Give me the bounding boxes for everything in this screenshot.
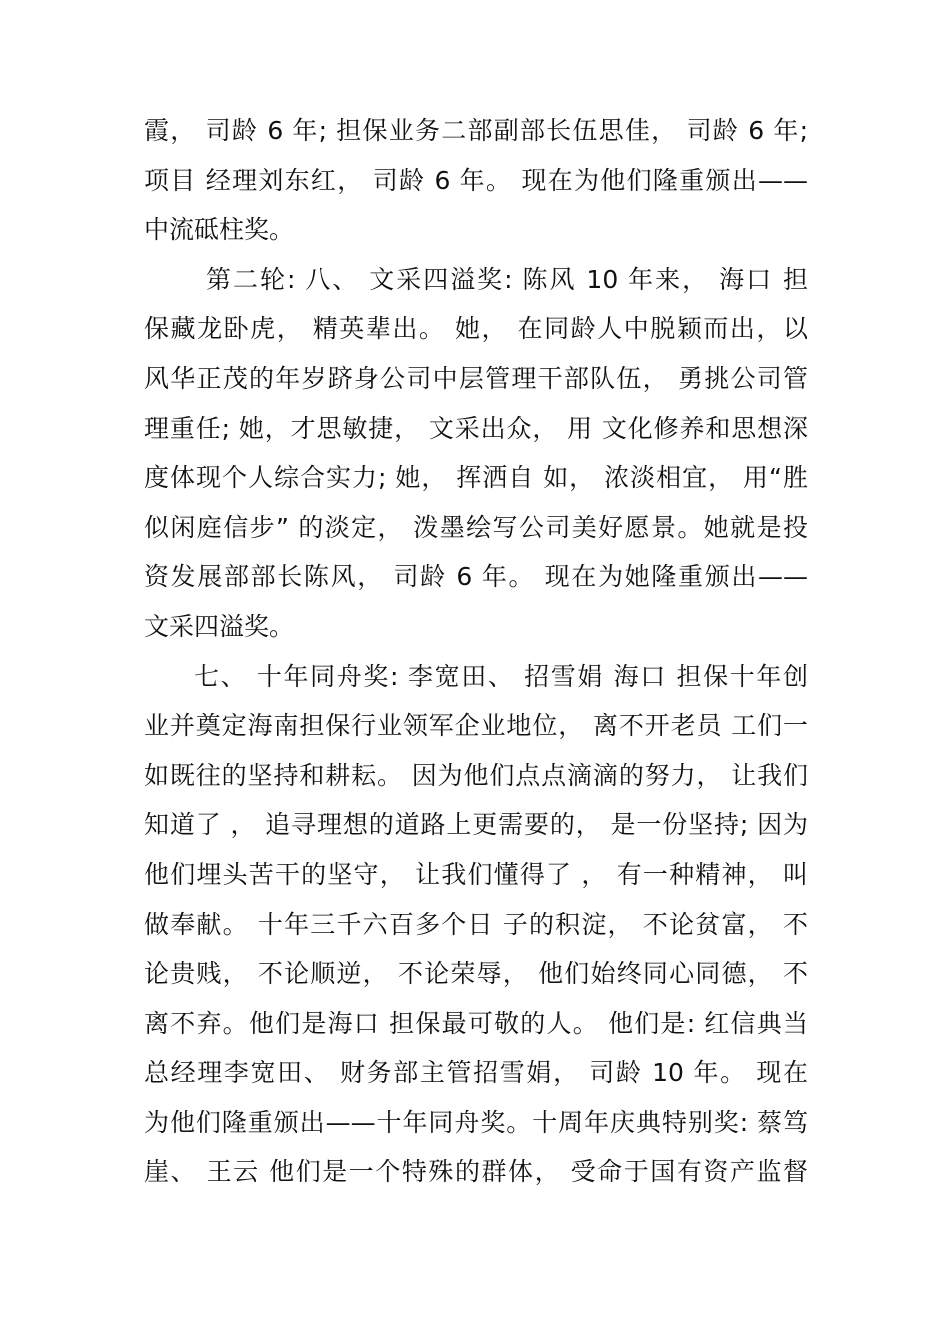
text-line: 文采四溢奖。 [144,611,295,641]
text-line: 离不弃。他们是海口 担保最可敬的人。 他们是: 红信典当 [144,1008,808,1038]
paragraph-start-line: 第二轮: 八、 文采四溢奖: 陈风 10 年来， 海口 担 [206,264,808,294]
text-line: 论贵贱， 不论顺逆， 不论荣辱， 他们始终同心同德， 不 [144,959,808,989]
paragraph-start-line: 七、 十年同舟奖: 李宽田、 招雪娟 海口 担保十年创 [194,661,808,691]
text-line: 似闲庭信步” 的淡定， 泼墨绘写公司美好愿景。她就是投 [144,512,808,542]
text-line: 霞， 司龄 6 年; 担保业务二部副部长伍思佳， 司龄 6 年; [144,116,808,145]
text-line: 总经理李宽田、 财务部主管招雪娟， 司龄 10 年。 现在 [144,1058,808,1088]
text-line: 风华正茂的年岁跻身公司中层管理干部队伍， 勇挑公司管 [144,363,808,393]
text-line: 项目 经理刘东红， 司龄 6 年。 现在为他们隆重颁出—— [144,165,808,195]
text-line: 中流砥柱奖。 [144,215,295,245]
text-line: 保藏龙卧虎， 精英辈出。 她， 在同龄人中脱颖而出，以 [144,314,808,344]
text-line: 知道了 ， 追寻理想的道路上更需要的， 是一份坚持; 因为 [144,810,808,840]
text-line: 度体现个人综合实力; 她， 挥洒自 如， 浓淡相宜， 用“胜 [144,463,808,493]
text-line: 做奉献。 十年三千六百多个日 子的积淀， 不论贫富， 不 [144,909,808,939]
text-line: 为他们隆重颁出——十年同舟奖。十周年庆典特别奖: 蔡笃 [144,1107,808,1137]
text-line: 他们埋头苦干的坚守， 让我们懂得了 ， 有一种精神， 叫 [144,859,808,889]
text-line: 崖、 王云 他们是一个特殊的群体， 受命于国有资产监督 [144,1157,808,1187]
text-line: 资发展部部长陈风， 司龄 6 年。 现在为她隆重颁出—— [144,562,808,592]
text-line: 业并奠定海南担保行业领军企业地位， 离不开老员 工们一 [144,711,808,741]
text-line: 理重任; 她，才思敏捷， 文采出众， 用 文化修养和思想深 [144,413,808,443]
document-page [144,106,808,1197]
text-line: 如既往的坚持和耕耘。 因为他们点点滴滴的努力， 让我们 [144,760,808,790]
